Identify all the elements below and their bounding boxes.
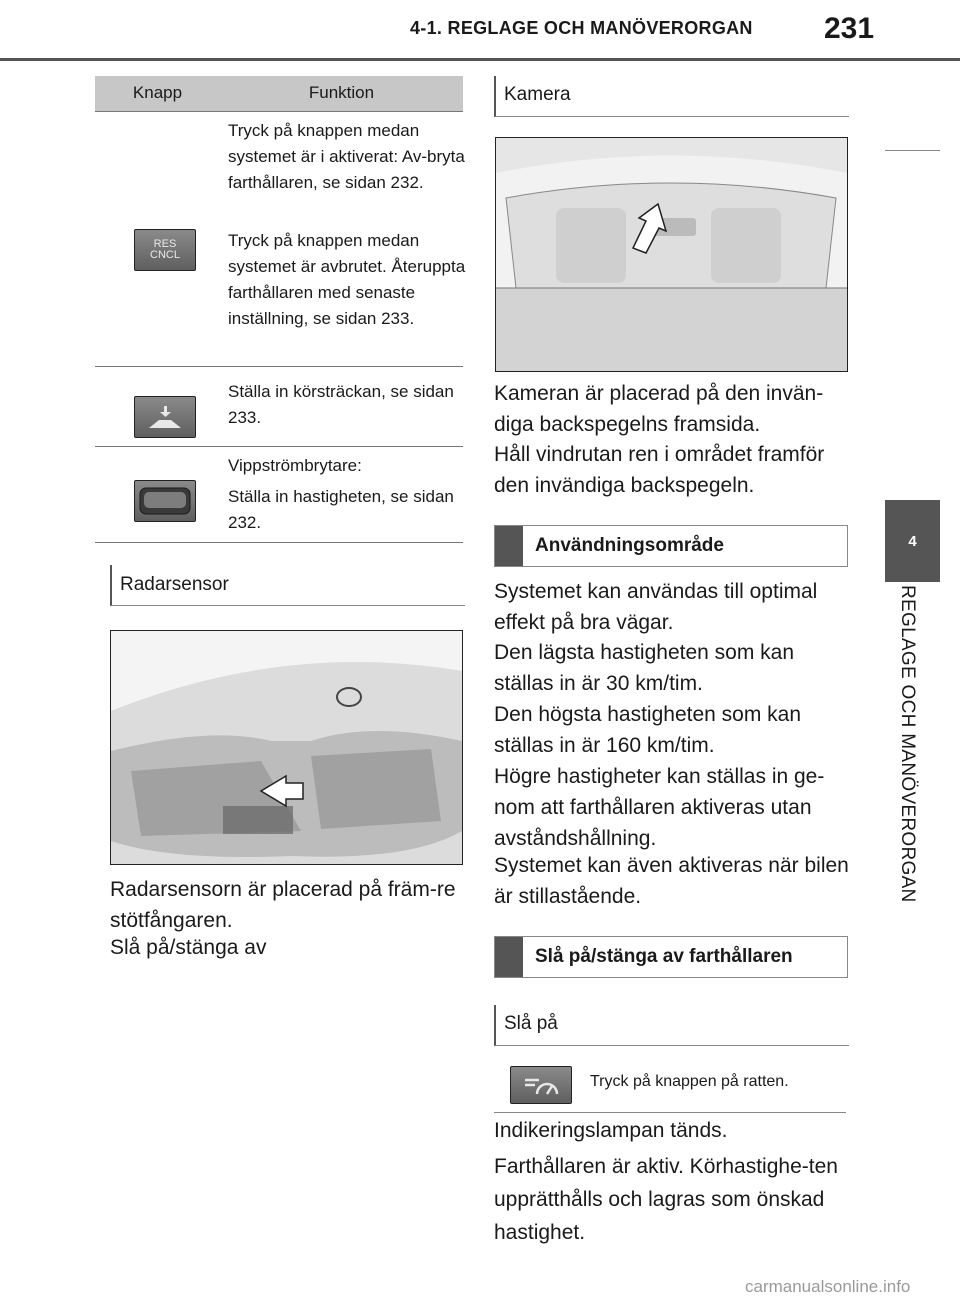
on-subheading-text: Slå på [504, 1013, 558, 1034]
header-rule [0, 58, 960, 61]
heading-bar [495, 937, 523, 977]
distance-symbol-icon [145, 402, 185, 432]
table-header [95, 76, 463, 112]
key-label-cncl: CNCL [150, 249, 180, 261]
rocker-switch-icon [134, 480, 196, 522]
interior-mirror-illustration [496, 138, 847, 371]
camera-paragraph: Kameran är placerad på den invän-diga backspegelns framsida. [494, 382, 824, 436]
usage-paragraph: Den lägsta hastigheten som kan ställas in är 30 km/tim. [494, 641, 795, 695]
key-label-res: RES [153, 238, 177, 250]
table-cell-function: Ställa in hastigheten, se sidan 232. [228, 487, 454, 532]
heading-bar [495, 526, 523, 566]
onoff-heading [494, 936, 848, 978]
page-number: 231 [824, 12, 875, 45]
table-cell-function: Tryck på knappen medan systemet är avbrutet. Återuppta farthållaren med senaste inställning, se sidan 233. [228, 231, 466, 328]
table-cell-function: Tryck på knappen medan systemet är i aktiverat: Av-bryta farthållaren, se sidan 232. [228, 121, 465, 192]
speedometer-symbol-icon [521, 1072, 561, 1098]
driving-distance-button-icon [134, 396, 196, 438]
usage-paragraph: Systemet kan även aktiveras när bilen är stillastående. [494, 854, 849, 908]
radar-paragraph: Radarsensorn är placerad på främ-re stötfångaren. [110, 878, 456, 932]
usage-paragraph: Systemet kan användas till optimal effekt på bra vägar. [494, 580, 818, 634]
table-cell-function: Vippströmbrytare: [228, 456, 362, 475]
radar-subheading-text: Radarsensor [120, 574, 229, 595]
onoff-label: Slå på/stänga av [110, 936, 267, 959]
table-header-funktion: Funktion [308, 83, 375, 102]
result-paragraph: Indikeringslampan tänds. [494, 1119, 728, 1142]
section-title: 4-1. REGLAGE OCH MANÖVERORGAN [410, 18, 753, 38]
camera-figure [495, 137, 848, 372]
camera-paragraph: Håll vindrutan ren i området framför den invändiga backspegeln. [494, 443, 825, 497]
front-bumper-illustration [111, 631, 462, 864]
usage-heading [494, 525, 848, 567]
usage-heading-text: Användningsområde [535, 535, 724, 556]
button-row-rule [494, 1112, 846, 1113]
table-cell-function: Ställa in körsträckan, se sidan 233. [228, 382, 454, 427]
radar-subheading [110, 565, 465, 606]
onoff-heading-text: Slå på/stänga av farthållaren [535, 946, 793, 967]
rocker-symbol-icon [137, 484, 193, 518]
table-header-knapp: Knapp [132, 83, 183, 102]
usage-paragraph: Högre hastigheter kan ställas in ge-nom att farthållaren aktiveras utan avståndshållning. [494, 765, 825, 850]
camera-subheading-text: Kamera [504, 84, 571, 105]
side-rule [885, 150, 940, 151]
usage-paragraph: Den högsta hastigheten som kan ställas in är 160 km/tim. [494, 703, 802, 757]
on-subheading [494, 1005, 849, 1046]
button-instruction: Tryck på knappen på ratten. [590, 1073, 789, 1090]
table-row-divider [95, 446, 463, 447]
chapter-tab: 4 [885, 500, 940, 582]
res-cncl-button-icon [134, 229, 196, 271]
camera-subheading [494, 76, 849, 117]
chapter-label: REGLAGE OCH MANÖVERORGAN [897, 585, 918, 903]
cruise-control-button-icon [510, 1066, 572, 1104]
result-paragraph: Farthållaren är aktiv. Körhastighe-ten upprätthålls och lagras som önskad hastighet. [494, 1155, 838, 1244]
watermark: carmanualsonline.info [745, 1277, 911, 1296]
table-row-divider [95, 366, 463, 367]
radar-sensor-figure [110, 630, 463, 865]
table-row-divider [95, 542, 463, 543]
